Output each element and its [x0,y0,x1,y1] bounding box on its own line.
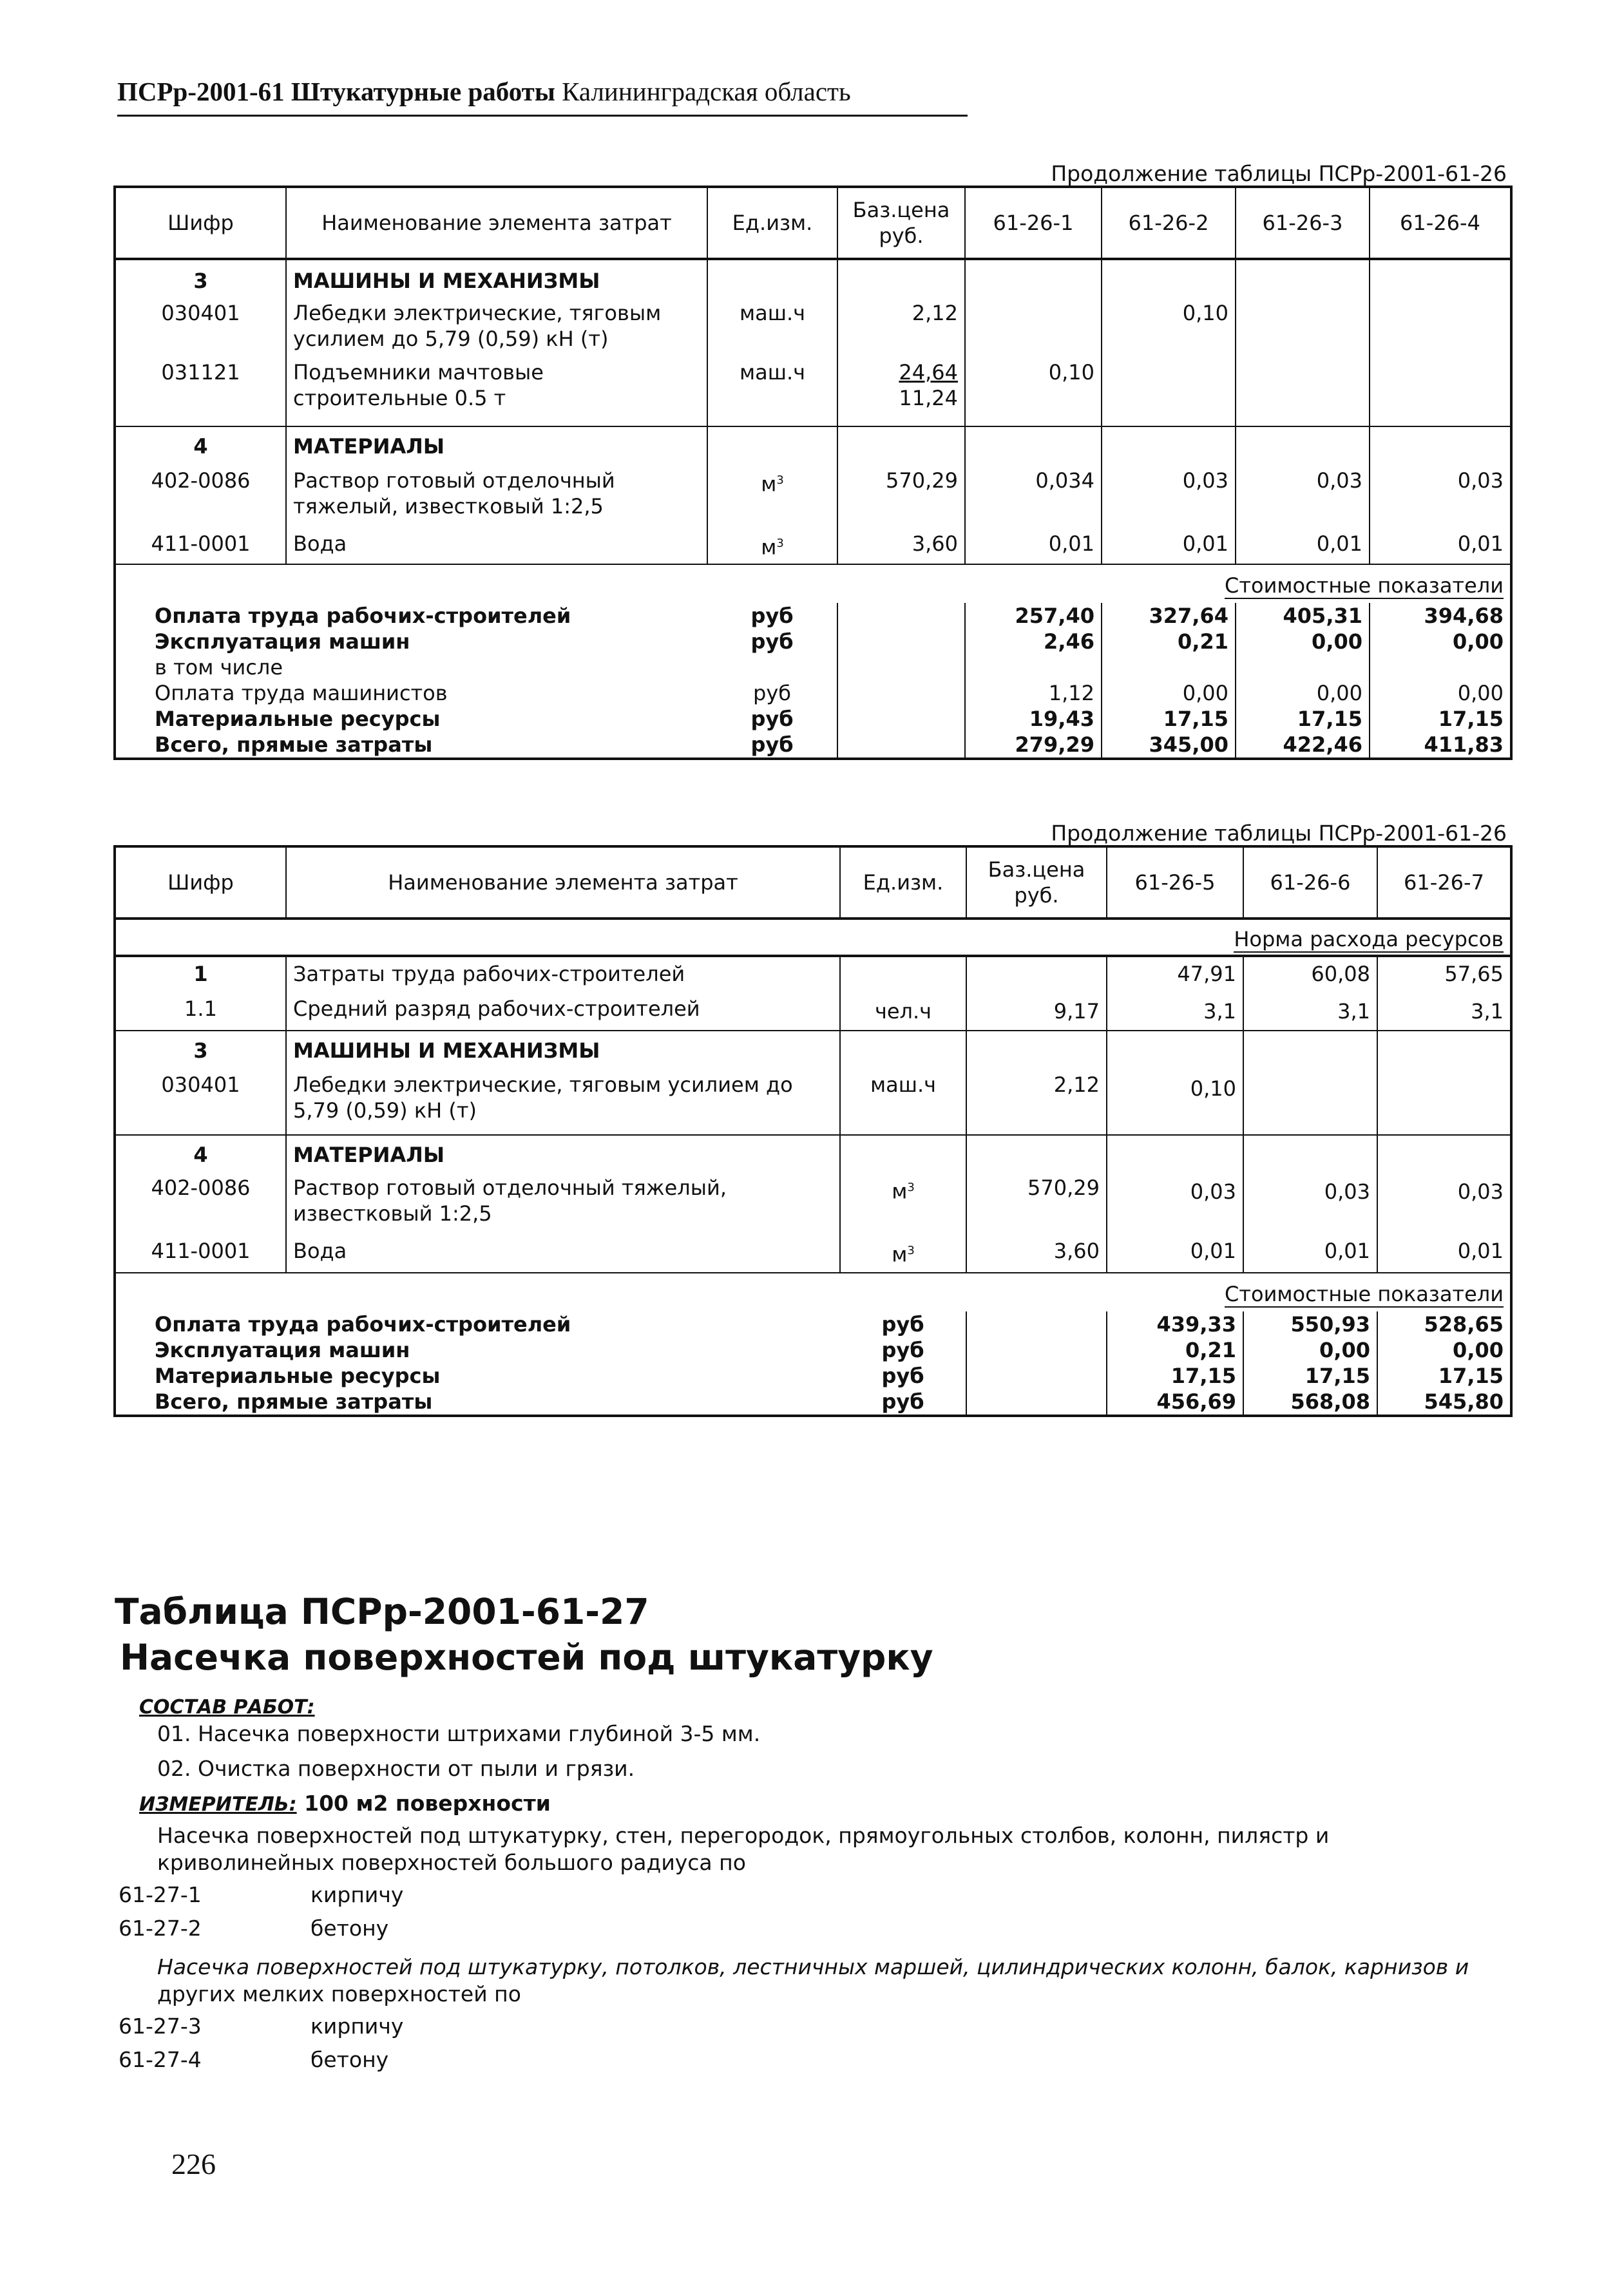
table-row: 1.1 Средний разряд рабочих-строителей чел.ч 9,17 3,1 3,1 3,1 [115,992,1511,1031]
table-a-continuation: Продолжение таблицы ПСРр-2001-61-26 [1051,161,1507,186]
item-label: бетону [310,2047,389,2072]
header-section: Штукатурные работы [291,77,555,106]
table-row: 031121 Подъемники мачтовые строительные 0.5 т маш.ч 24,64 11,24 0,10 [115,359,1511,426]
band-row [115,1273,1511,1311]
item-code: 61-27-4 [119,2047,202,2072]
table-row: 411-0001 Вода $м^3$ 3,60 0,01 0,01 0,01 [115,1238,1511,1273]
col-header-price: Баз.цена руб. [837,187,965,259]
table-row: 030401 Лебедки электрические, тяговым усилием до 5,79 (0,59) кН (т) маш.ч 2,12 0,10 [115,300,1511,359]
totals-row: Эксплуатация машин руб 2,46 0,21 0,00 0,00 [155,629,1504,654]
table-a [113,186,1513,760]
col-header-61-26-3: 61-26-3 [1236,187,1370,259]
item-label: бетону [310,1916,389,1941]
band-row [115,564,1511,603]
totals-row: Всего, прямые затраты руб 279,29 345,00 422,46 411,83 [115,732,1511,759]
totals-row: Эксплуатация машин руб 0,21 0,00 0,00 [155,1338,1504,1362]
col-header-61-26-1: 61-26-1 [965,187,1102,259]
totals-row: Оплата труда рабочих-строителей руб 257,40 327,64 405,31 394,68 [155,604,1504,628]
meter-label: ИЗМЕРИТЕЛЬ: [139,1793,297,1816]
item-label: кирпичу [310,1882,404,1907]
table-row: 3 МАШИНЫ И МЕХАНИЗМЫ [115,259,1511,300]
work-composition-label: СОСТАВ РАБОТ: [139,1696,315,1719]
meter-value: 100 м2 поверхности [304,1791,551,1816]
table-row: 1 Затраты труда рабочих-строителей 47,91 60,08 57,65 [115,956,1511,992]
description-1-line-2: криволинейных поверхностей большого радиуса по [157,1850,746,1875]
band-row [115,919,1511,956]
running-header [117,76,968,117]
table-row: 402-0086 Раствор готовый отделочный тяжелый, известковый 1:2,5 $м^3$ 570,29 0,03 0,03 0,03 [115,1175,1511,1238]
table-b-header-row: Шифр Наименование элемента затрат Ед.изм. Баз.цена руб. 61-26-5 61-26-6 61-26-7 [115,846,1511,919]
totals-row: Оплата труда машинистов руб 1,12 0,00 0,00 0,00 [155,681,1504,705]
table-row: 4 МАТЕРИАЛЫ [115,426,1511,468]
band-label: Норма расхода ресурсов [1234,927,1504,951]
col-header-61-26-4: 61-26-4 [1370,187,1511,259]
table-row: 402-0086 Раствор готовый отделочный тяжелый, известковый 1:2,5 $м^3$ 570,29 0,034 0,03 0,03 0,03 [115,468,1511,531]
totals-row: Оплата труда рабочих-строителей руб 439,33 550,93 528,65 [155,1312,1504,1337]
table-b-continuation: Продолжение таблицы ПСРр-2001-61-26 [1051,821,1507,846]
item-code: 61-27-2 [119,1916,202,1941]
item-label: кирпичу [310,2014,404,2039]
totals-row: Материальные ресурсы руб 17,15 17,15 17,15 [155,1364,1504,1388]
totals-row: Всего, прямые затраты руб 456,69 568,08 545,80 [115,1389,1511,1416]
item-code: 61-27-3 [119,2014,202,2039]
totals-row: Материальные ресурсы руб 19,43 17,15 17,15 17,15 [155,707,1504,731]
table-row: 4 МАТЕРИАЛЫ [115,1135,1511,1175]
band-label: Стоимостные показатели [1225,573,1504,598]
header-region: Калининградская область [562,77,851,106]
table-b [113,845,1513,1417]
section-subtitle: Насечка поверхностей под штукатурку [120,1637,933,1678]
description-2-line-1: Насечка поверхностей под штукатурку, потолков, лестничных маршей, цилиндрических колонн, балок, карнизов и [157,1954,1469,1979]
description-2-line-2: других мелких поверхностей по [157,1981,521,2006]
work-step: 01. Насечка поверхности штрихами глубиной 3-5 мм. [157,1721,761,1746]
table-row: 411-0001 Вода $м^3$ 3,60 0,01 0,01 0,01 0,01 [115,531,1511,564]
page-number: 226 [171,2148,216,2180]
section-title: Таблица ПСРр-2001-61-27 [115,1591,649,1632]
col-header-name: Наименование элемента затрат [286,187,707,259]
header-rule [117,115,968,117]
col-header-unit: Ед.изм. [707,187,837,259]
table-row: 030401 Лебедки электрические, тяговым усилием до 5,79 (0,59) кН (т) маш.ч 2,12 0,10 [115,1072,1511,1135]
col-header-code: Шифр [115,187,286,259]
meter-line [139,1791,551,1816]
table-row: 3 МАШИНЫ И МЕХАНИЗМЫ [115,1031,1511,1072]
band-label: Стоимостные показатели [1225,1282,1504,1306]
col-header-61-26-2: 61-26-2 [1102,187,1236,259]
table-a-header-row [115,187,1511,259]
header-code: ПСРр-2001-61 [117,77,285,106]
description-1-line-1: Насечка поверхностей под штукатурку, стен, перегородок, прямоугольных столбов, колонн, пилястр и [157,1823,1330,1848]
work-step: 02. Очистка поверхности от пыли и грязи. [157,1756,635,1781]
totals-row: в том числе [115,654,1511,680]
item-code: 61-27-1 [119,1882,202,1907]
